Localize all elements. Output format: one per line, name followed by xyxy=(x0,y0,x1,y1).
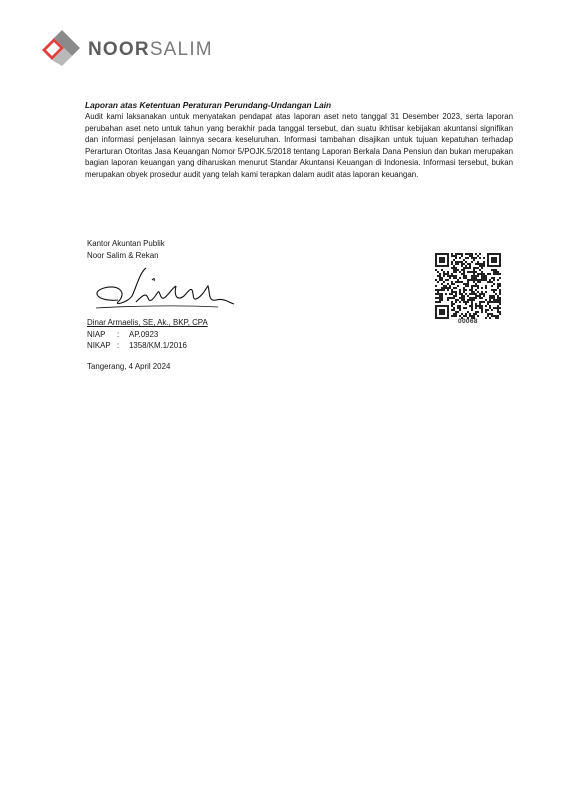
firm-block xyxy=(87,238,165,262)
nikap-separator: : xyxy=(117,341,120,351)
logo-word-salim: SALIM xyxy=(149,39,213,60)
nikap-value: 1358/KM.1/2016 xyxy=(129,341,187,351)
signer-block xyxy=(87,317,208,352)
niap-label: NIAP xyxy=(87,329,106,339)
logo-wordmark xyxy=(88,39,213,61)
section-heading: Laporan atas Ketentuan Peraturan Perundang-Undangan Lain xyxy=(85,100,332,110)
handwritten-signature-icon xyxy=(88,262,238,314)
nikap-row xyxy=(87,340,208,352)
niap-row xyxy=(87,329,208,341)
qr-serial: 00068 xyxy=(458,318,478,325)
nikap-label: NIKAP xyxy=(87,341,111,351)
niap-separator: : xyxy=(117,329,120,339)
signer-name: Dinar Armaelis, SE, Ak., BKP, CPA xyxy=(87,318,208,327)
firm-type: Kantor Akuntan Publik xyxy=(87,239,165,248)
place-date: Tangerang, 4 April 2024 xyxy=(87,362,171,371)
signature-image xyxy=(88,262,238,319)
niap-value: AP.0923 xyxy=(129,329,159,339)
firm-logo xyxy=(40,30,213,70)
section-paragraph: Audit kami laksanakan untuk menyatakan pendapat atas laporan aset neto tanggal 31 Desember 2023, serta laporan perubahan aset neto untuk tahun yang berakhir pada tanggal tersebut, dan suatu ikhtisar kebijakan akuntansi signifikan dan informasi penjelasan lainnya secara keseluruhan. Informasi tambahan disajikan untuk tujuan kepatuhan terhadap Perarturan Otoritas Jasa Keuangan Nomor 5/POJK.5/2018 tentang Laporan Berkala Dana Pensiun dan bukan merupakan bagian laporan keuangan yang diharuskan menurut Standar Akuntansi Keuangan di Indonesia. Informasi tersebut, bukan merupakan obyek prosedur audit yang telah kami terapkan dalam audit atas laporan keuangan. xyxy=(85,112,513,179)
noor-salim-logo-icon xyxy=(40,30,82,70)
firm-name: Noor Salim & Rekan xyxy=(87,251,159,261)
logo-word-noor: NOOR xyxy=(88,39,150,60)
report-section xyxy=(85,100,513,181)
qr-code xyxy=(435,253,501,324)
qr-code-icon xyxy=(435,253,501,319)
